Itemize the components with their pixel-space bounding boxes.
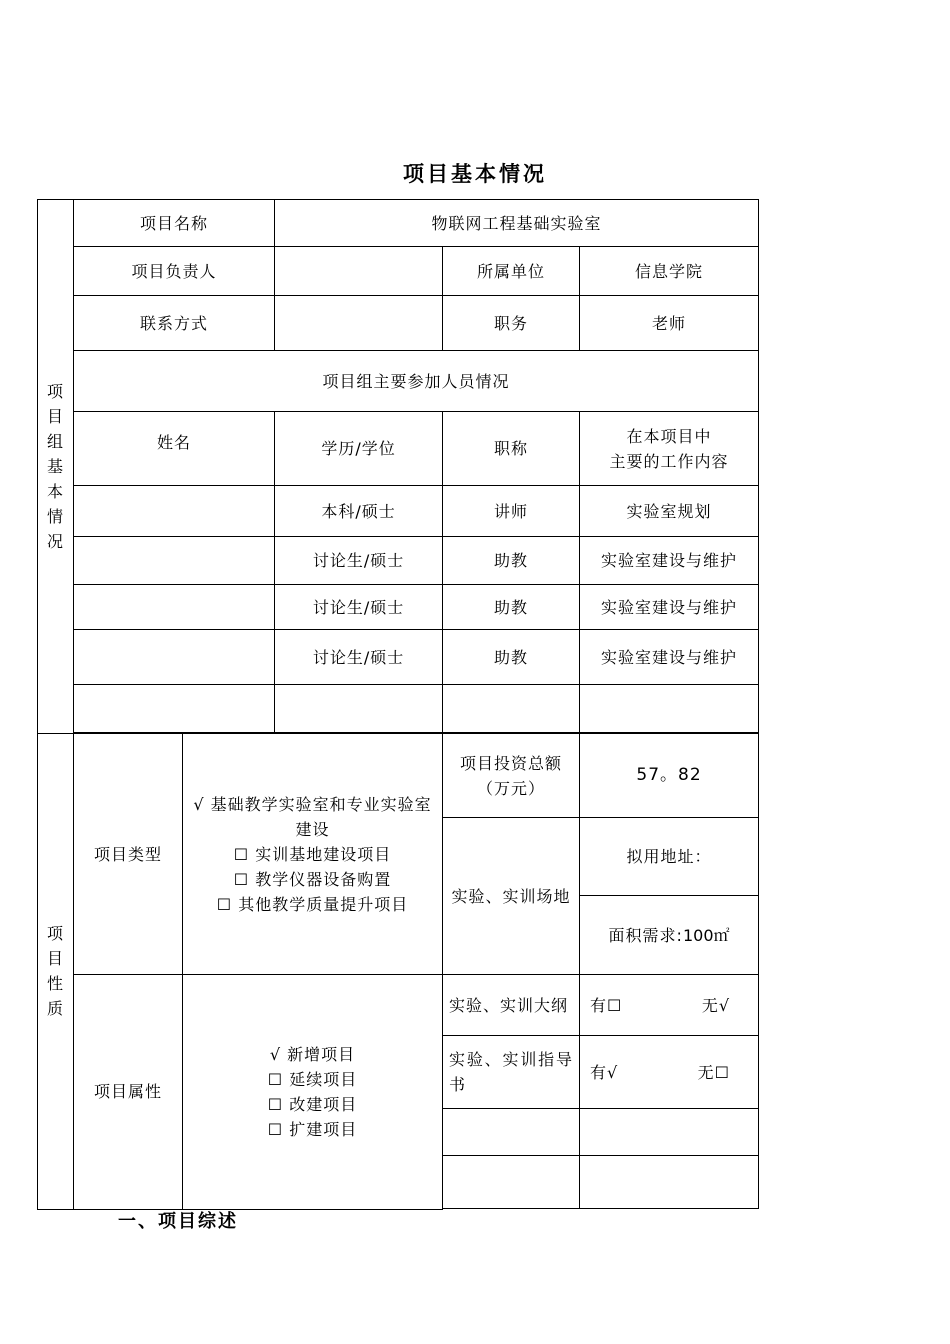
member-title [443,685,580,733]
guide-yes[interactable]: 有√ [590,1062,619,1082]
guide-label: 实验、实训指导书 [443,1036,580,1109]
member-title: 讲师 [443,486,580,537]
leader-label: 项目负责人 [74,247,275,296]
investment-label [443,734,580,818]
group-side-label: 项目组基本情况 [38,200,74,734]
member-degree: 讨论生/硕士 [275,630,443,685]
attr-label: 项目属性 [74,975,183,1210]
nature-side-label: 项目性质 [38,734,74,1210]
empty-cell [580,1156,759,1209]
member-header-work [580,412,759,486]
member-header-name: 姓名 [74,412,275,486]
outline-yes[interactable]: 有☐ [590,995,623,1015]
empty-cell [443,1109,580,1156]
outline-no[interactable]: 无√ [701,995,731,1015]
outline-label: 实验、实训大纲 [443,975,580,1036]
page-title: 项目基本情况 [403,162,547,186]
site-label: 实验、实训场地 [443,818,580,975]
member-work: 实验室规划 [580,486,759,537]
member-degree [275,685,443,733]
member-name [74,630,275,685]
table-row [38,537,759,585]
member-header-work-line2: 主要的工作内容 [609,451,729,471]
type-option[interactable]: ☐ 其他教学质量提升项目 [216,894,409,914]
contact-label: 联系方式 [74,296,275,351]
attr-option[interactable]: ☐ 改建项目 [267,1094,358,1114]
member-work [580,685,759,733]
type-option[interactable]: √ 基础教学实验室和专业实验室建设 [193,794,432,839]
type-option[interactable]: ☐ 教学仪器设备购置 [233,869,392,889]
member-work: 实验室建设与维护 [580,537,759,585]
member-title: 助教 [443,630,580,685]
member-header-degree: 学历/学位 [275,412,443,486]
type-options [183,734,443,975]
member-header-title: 职称 [443,412,580,486]
investment-value: 57。82 [580,734,759,818]
member-work: 实验室建设与维护 [580,630,759,685]
attr-option[interactable]: ☐ 延续项目 [267,1069,358,1089]
attr-options [183,975,443,1210]
outline-choice [580,975,759,1036]
type-label: 项目类型 [74,734,183,975]
position-value: 老师 [580,296,759,351]
member-title: 助教 [443,537,580,585]
table-row [38,685,759,733]
site-area [580,896,759,975]
type-option[interactable]: ☐ 实训基地建设项目 [233,844,392,864]
site-area-value: 100㎡ [682,925,730,945]
member-name [74,537,275,585]
project-info-table [37,199,759,1210]
empty-cell [443,1156,580,1209]
section-heading: 一、项目综述 [118,1211,238,1232]
unit-label: 所属单位 [443,247,580,296]
unit-value: 信息学院 [580,247,759,296]
member-header-work-line1: 在本项目中 [626,426,712,446]
attr-option[interactable]: √ 新增项目 [269,1044,356,1064]
member-title: 助教 [443,585,580,630]
table-row [38,630,759,685]
member-work: 实验室建设与维护 [580,585,759,630]
investment-label-line2: （万元） [477,778,546,798]
site-area-label: 面积需求: [608,925,683,945]
contact-value [275,296,443,351]
guide-no[interactable]: 无☐ [697,1062,731,1082]
project-name-value: 物联网工程基础实验室 [275,200,759,247]
table-row [38,486,759,537]
attr-option[interactable]: ☐ 扩建项目 [267,1119,358,1139]
guide-choice [580,1036,759,1109]
member-name [74,585,275,630]
site-address: 拟用地址： [580,818,759,896]
project-name-label: 项目名称 [74,200,275,247]
investment-label-line1: 项目投资总额 [460,753,563,773]
members-heading: 项目组主要参加人员情况 [74,351,759,412]
member-name [74,486,275,537]
member-degree: 本科/硕士 [275,486,443,537]
position-label: 职务 [443,296,580,351]
leader-value [275,247,443,296]
member-degree: 讨论生/硕士 [275,537,443,585]
member-degree: 讨论生/硕士 [275,585,443,630]
empty-cell [580,1109,759,1156]
member-name [74,685,275,733]
table-row [38,585,759,630]
